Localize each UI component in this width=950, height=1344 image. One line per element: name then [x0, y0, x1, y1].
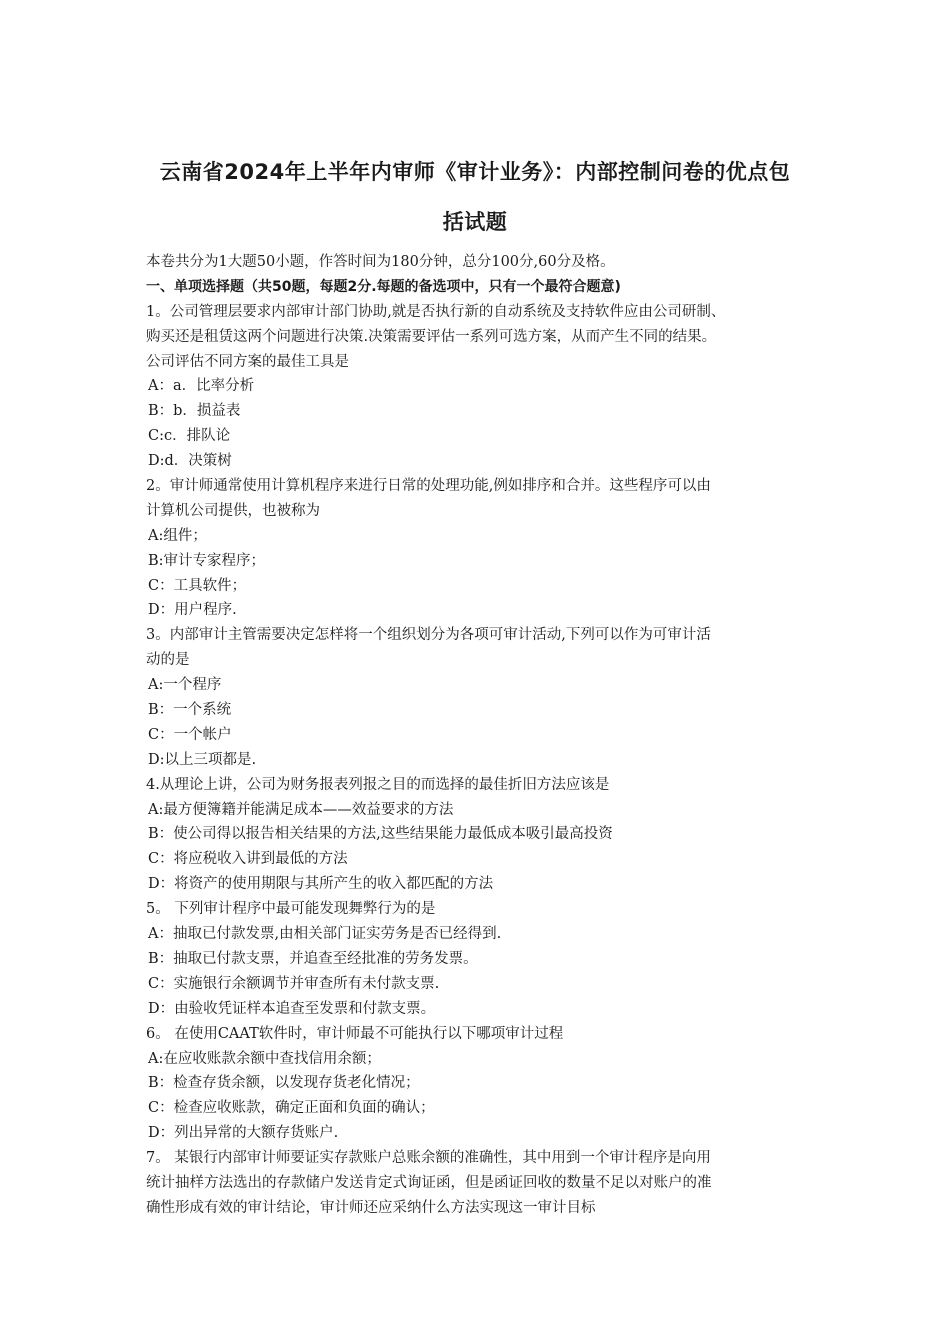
answer-option: A:一个程序: [148, 677, 222, 694]
answer-option: C：工具软件；: [148, 577, 247, 594]
question-text-line: 计算机公司提供，也被称为: [146, 502, 320, 519]
answer-option: B：抽取已付款支票，并追查至经批准的劳务发票。: [148, 950, 478, 967]
question-text-line: 3。内部审计主管需要决定怎样将一个组织划分为各项可审计活动,下列可以作为可审计活: [146, 627, 711, 644]
question-text-line: 6。 在使用CAAT软件时，审计师最不可能执行以下哪项审计过程: [146, 1025, 564, 1042]
document-body: [146, 250, 816, 1221]
answer-option: A:组件；: [148, 527, 207, 544]
answer-option: B：一个系统: [148, 702, 232, 719]
question-text-line: 4.从理论上讲，公司为财务报表列报之目的而选择的最佳折旧方法应该是: [146, 776, 610, 793]
answer-option: B：使公司得以报告相关结果的方法,这些结果能力最低成本吸引最高投资: [148, 826, 613, 843]
answer-option: A：抽取已付款发票,由相关部门证实劳务是否已经得到.: [148, 926, 502, 943]
question-text-line: 确性形成有效的审计结论，审计师还应采纳什么方法实现这一审计目标: [146, 1199, 596, 1216]
question-text-line: 统计抽样方法选出的存款储户发送肯定式询证函，但是函证回收的数量不足以对账户的准: [146, 1174, 712, 1191]
question-text-line: 7。 某银行内部审计师要证实存款账户总账余额的准确性，其中用到一个审计程序是向用: [146, 1150, 711, 1167]
document-title-line-2: 括试题: [442, 210, 508, 234]
question-4: [146, 773, 816, 897]
answer-option: D：将资产的使用期限与其所产生的收入都匹配的方法: [148, 876, 494, 893]
answer-option: A：a．比率分析: [148, 378, 255, 395]
answer-option: C:c．排队论: [148, 428, 231, 445]
answer-option: B：检查存货余额，以发现存货老化情况；: [148, 1075, 420, 1092]
answer-option: C：将应税收入讲到最低的方法: [148, 851, 348, 868]
question-5: [146, 897, 816, 1021]
answer-option: D：用户程序.: [148, 602, 237, 619]
answer-option: D：列出异常的大额存货账户.: [148, 1125, 339, 1142]
answer-option: A:最方便簿籍并能满足成本——效益要求的方法: [148, 801, 454, 818]
question-text-line: 动的是: [146, 652, 190, 669]
question-text-line: 5。 下列审计程序中最可能发现舞弊行为的是: [146, 901, 436, 918]
exam-intro: 本卷共分为1大题50小题，作答时间为180分钟，总分100分,60分及格。: [146, 254, 615, 270]
question-3: [146, 623, 816, 772]
answer-option: C：实施银行余额调节并审查所有未付款支票.: [148, 975, 440, 992]
section-heading: 一、单项选择题（共50题，每题2分.每题的备选项中，只有一个最符合题意): [146, 278, 621, 295]
document-title-line-1: 云南省2024年上半年内审师《审计业务》：内部控制问卷的优点包: [159, 160, 791, 184]
answer-option: D:d．决策树: [148, 453, 232, 470]
answer-option: C：一个帐户: [148, 726, 232, 743]
answer-option: C：检查应收账款，确定正面和负面的确认；: [148, 1100, 435, 1117]
question-text-line: 购买还是租赁这两个问题进行决策.决策需要评估一系列可选方案，从而产生不同的结果。: [146, 328, 717, 345]
answer-option: A:在应收账款余额中查找信用余额；: [148, 1050, 381, 1067]
answer-option: D：由验收凭证样本追查至发票和付款支票。: [148, 1000, 436, 1017]
question-6: [146, 1022, 816, 1146]
question-2: [146, 474, 816, 623]
question-1: [146, 300, 816, 474]
question-text-line: 公司评估不同方案的最佳工具是: [146, 353, 349, 370]
question-text-line: 2。审计师通常使用计算机程序来进行日常的处理功能,例如排序和合并。这些程序可以由: [146, 478, 711, 495]
answer-option: D:以上三项都是.: [148, 751, 257, 768]
answer-option: B:审计专家程序；: [148, 552, 266, 569]
answer-option: B：b．损益表: [148, 403, 241, 420]
question-text-line: 1。公司管理层要求内部审计部门协助,就是否执行新的自动系统及支持软件应由公司研制、: [146, 303, 726, 320]
question-7: [146, 1146, 816, 1221]
